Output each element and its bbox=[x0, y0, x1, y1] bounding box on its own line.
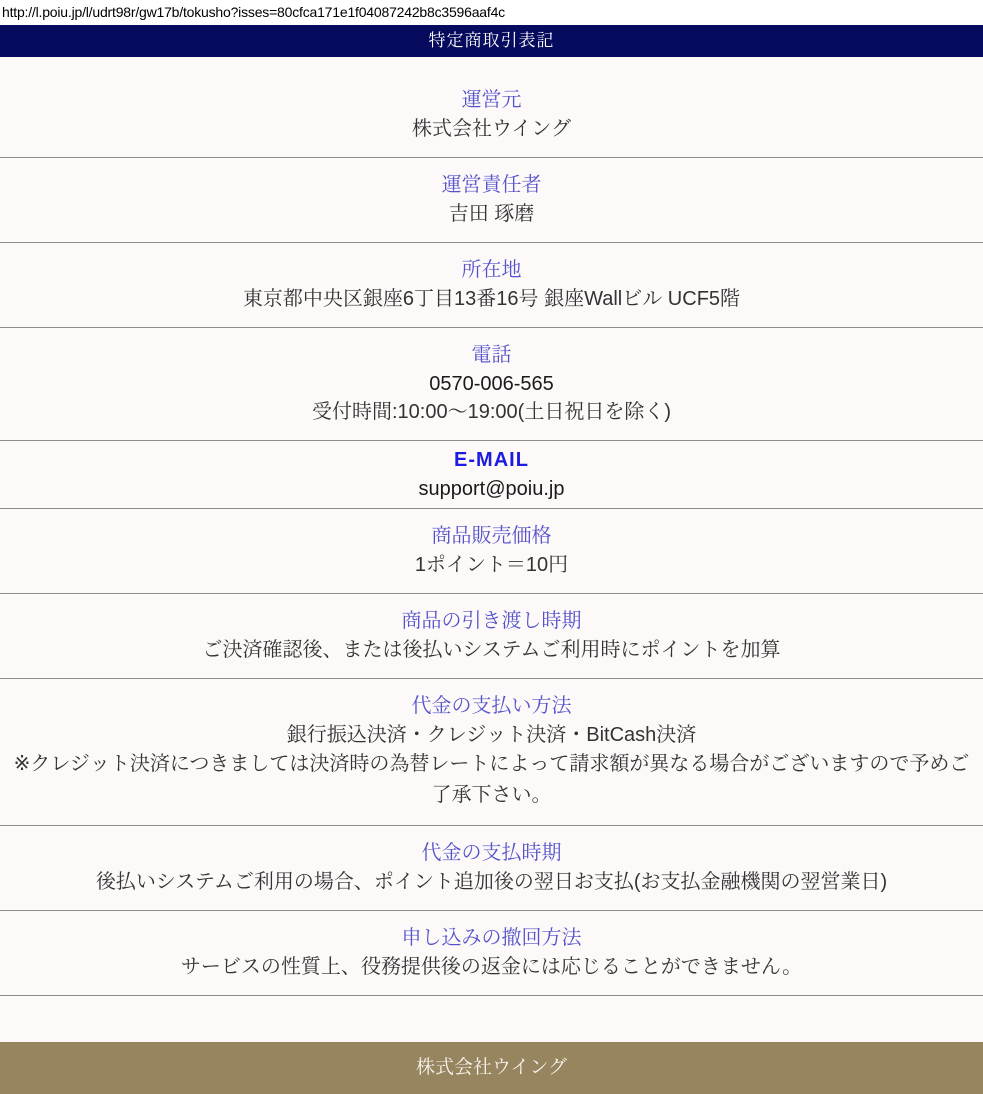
footer-company-name: 株式会社ウイング bbox=[415, 1057, 568, 1078]
section-payment-timing bbox=[0, 826, 983, 911]
section-payment-timing-heading: 代金の支払時期 bbox=[421, 842, 562, 864]
section-manager bbox=[0, 158, 983, 243]
section-payment-method-heading: 代金の支払い方法 bbox=[411, 695, 572, 717]
section-address-value: 東京都中央区銀座6丁目13番16号 銀座Wallビル UCF5階 bbox=[242, 288, 741, 310]
cancellation-value: サービスの性質上、役務提供後の返金には応じることができません。 bbox=[180, 956, 803, 978]
section-email-heading: E-MAIL bbox=[454, 449, 529, 471]
section-cancellation bbox=[0, 911, 983, 996]
phone-number: 0570-006-565 bbox=[429, 373, 554, 395]
phone-hours: 受付時間:10:00～19:00(土日祝日を除く) bbox=[312, 401, 671, 423]
section-phone bbox=[0, 328, 983, 441]
section-price-heading: 商品販売価格 bbox=[431, 525, 552, 547]
section-phone-heading: 電話 bbox=[471, 344, 512, 366]
section-cancellation-heading: 申し込みの撤回方法 bbox=[401, 927, 582, 949]
payment-method-value: 銀行振込決済・クレジット決済・BitCash決済 bbox=[286, 724, 697, 746]
delivery-value: ご決済確認後、または後払いシステムご利用時にポイントを加算 bbox=[202, 639, 781, 661]
section-operator-heading: 運営元 bbox=[461, 89, 522, 111]
section-payment-method bbox=[0, 679, 983, 826]
section-delivery-heading: 商品の引き渡し時期 bbox=[401, 610, 582, 632]
section-address bbox=[0, 243, 983, 328]
payment-method-note: ※クレジット決済につきましては決済時の為替レートによって請求額が異なる場合がございますので予めご了承下さい。 bbox=[13, 753, 970, 806]
page-header bbox=[0, 25, 983, 57]
page-footer bbox=[0, 1042, 983, 1094]
page-title: 特定商取引表記 bbox=[428, 31, 555, 50]
payment-timing-value: 後払いシステムご利用の場合、ポイント追加後の翌日お支払(お支払金融機関の翌営業日) bbox=[95, 871, 888, 893]
section-manager-heading: 運営責任者 bbox=[441, 174, 542, 196]
section-address-heading: 所在地 bbox=[461, 259, 522, 281]
email-address: support@poiu.jp bbox=[418, 478, 565, 500]
section-manager-value: 吉田 琢磨 bbox=[448, 203, 535, 225]
tokusho-content bbox=[0, 57, 983, 1042]
page-url-text: http://l.poiu.jp/l/udrt98r/gw17b/tokusho?isses=80cfca171e1f04087242b8c3596aaf4c bbox=[0, 0, 983, 25]
price-value: 1ポイント＝10円 bbox=[414, 554, 569, 576]
section-operator bbox=[0, 57, 983, 158]
bottom-spacer bbox=[0, 996, 983, 1042]
section-price bbox=[0, 509, 983, 594]
section-delivery bbox=[0, 594, 983, 679]
section-email bbox=[0, 441, 983, 509]
section-operator-value: 株式会社ウイング bbox=[412, 118, 571, 140]
